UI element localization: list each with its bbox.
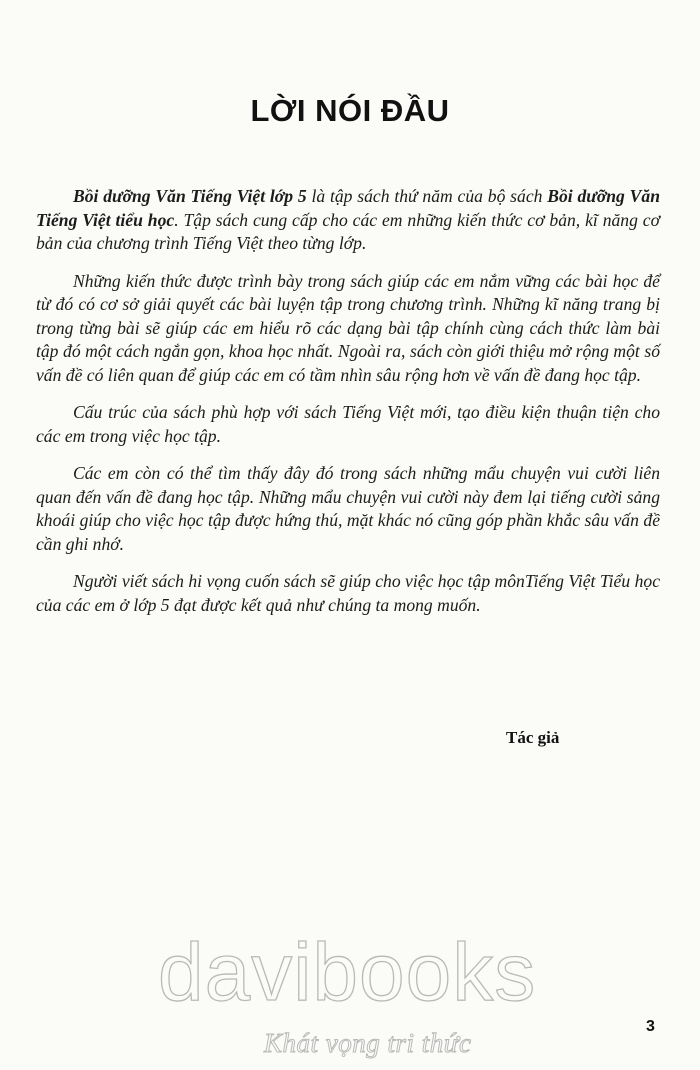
watermark-brand: davibooks — [158, 927, 537, 1018]
page-number: 3 — [646, 1018, 655, 1035]
paragraph-2: Những kiến thức được trình bày trong sách giúp các em nắm vững các bài học để từ đó có cơ sở giải quyết các bài luyện tập trong chương trình. Những kĩ năng trang bị trong từng bài sẽ giúp các em hiểu rõ các dạng bài tập chính cùng cách thức làm bài tập đó một cách ngắn gọn, khoa học nhất. Ngoài ra, sách còn giới thiệu mở rộng một số vấn đề có liên quan để giúp các em có tầm nhìn sâu rộng hơn về vấn đề đang học tập. — [36, 270, 660, 385]
paragraph-4: Các em còn có thể tìm thấy đây đó trong sách những mẩu chuyện vui cười liên quan đến vấn đề đang học tập. Những mẩu chuyện vui cười này đem lại tiếng cười sảng khoái giúp cho việc học tập được hứng thú, mặt khác nó cũng góp phần khắc sâu vấn đề cần ghi nhớ. — [36, 463, 660, 554]
page-title: LỜI NÓI ĐẦU — [250, 93, 450, 128]
watermark-slogan: Khát vọng tri thức — [264, 1028, 472, 1058]
paragraph-1-text-a: là tập sách thứ năm của bộ sách — [306, 186, 548, 206]
paragraph-1 — [36, 185, 660, 256]
author-signature: Tác giả — [506, 728, 560, 747]
book-title-bold: Bồi dưỡng Văn Tiếng Việt lớp 5 — [73, 186, 307, 206]
paragraph-5: Người viết sách hi vọng cuốn sách sẽ giúp cho việc học tập mônTiếng Việt Tiểu học của các em ở lớp 5 đạt được kết quả như chúng ta mong muốn. — [36, 571, 660, 615]
paragraph-1-text-b: . Tập sách cung cấp cho các em những kiến thức cơ bản, kĩ năng cơ bản của chương trình Tiếng Việt theo từng lớp. — [36, 209, 660, 253]
series-title-bold: Bồi dưỡng Văn Tiếng Việt tiểu học — [36, 186, 660, 230]
preface-body — [36, 185, 660, 631]
paragraph-3: Cấu trúc của sách phù hợp với sách Tiếng Việt mới, tạo điều kiện thuận tiện cho các em trong việc học tập. — [36, 402, 660, 446]
